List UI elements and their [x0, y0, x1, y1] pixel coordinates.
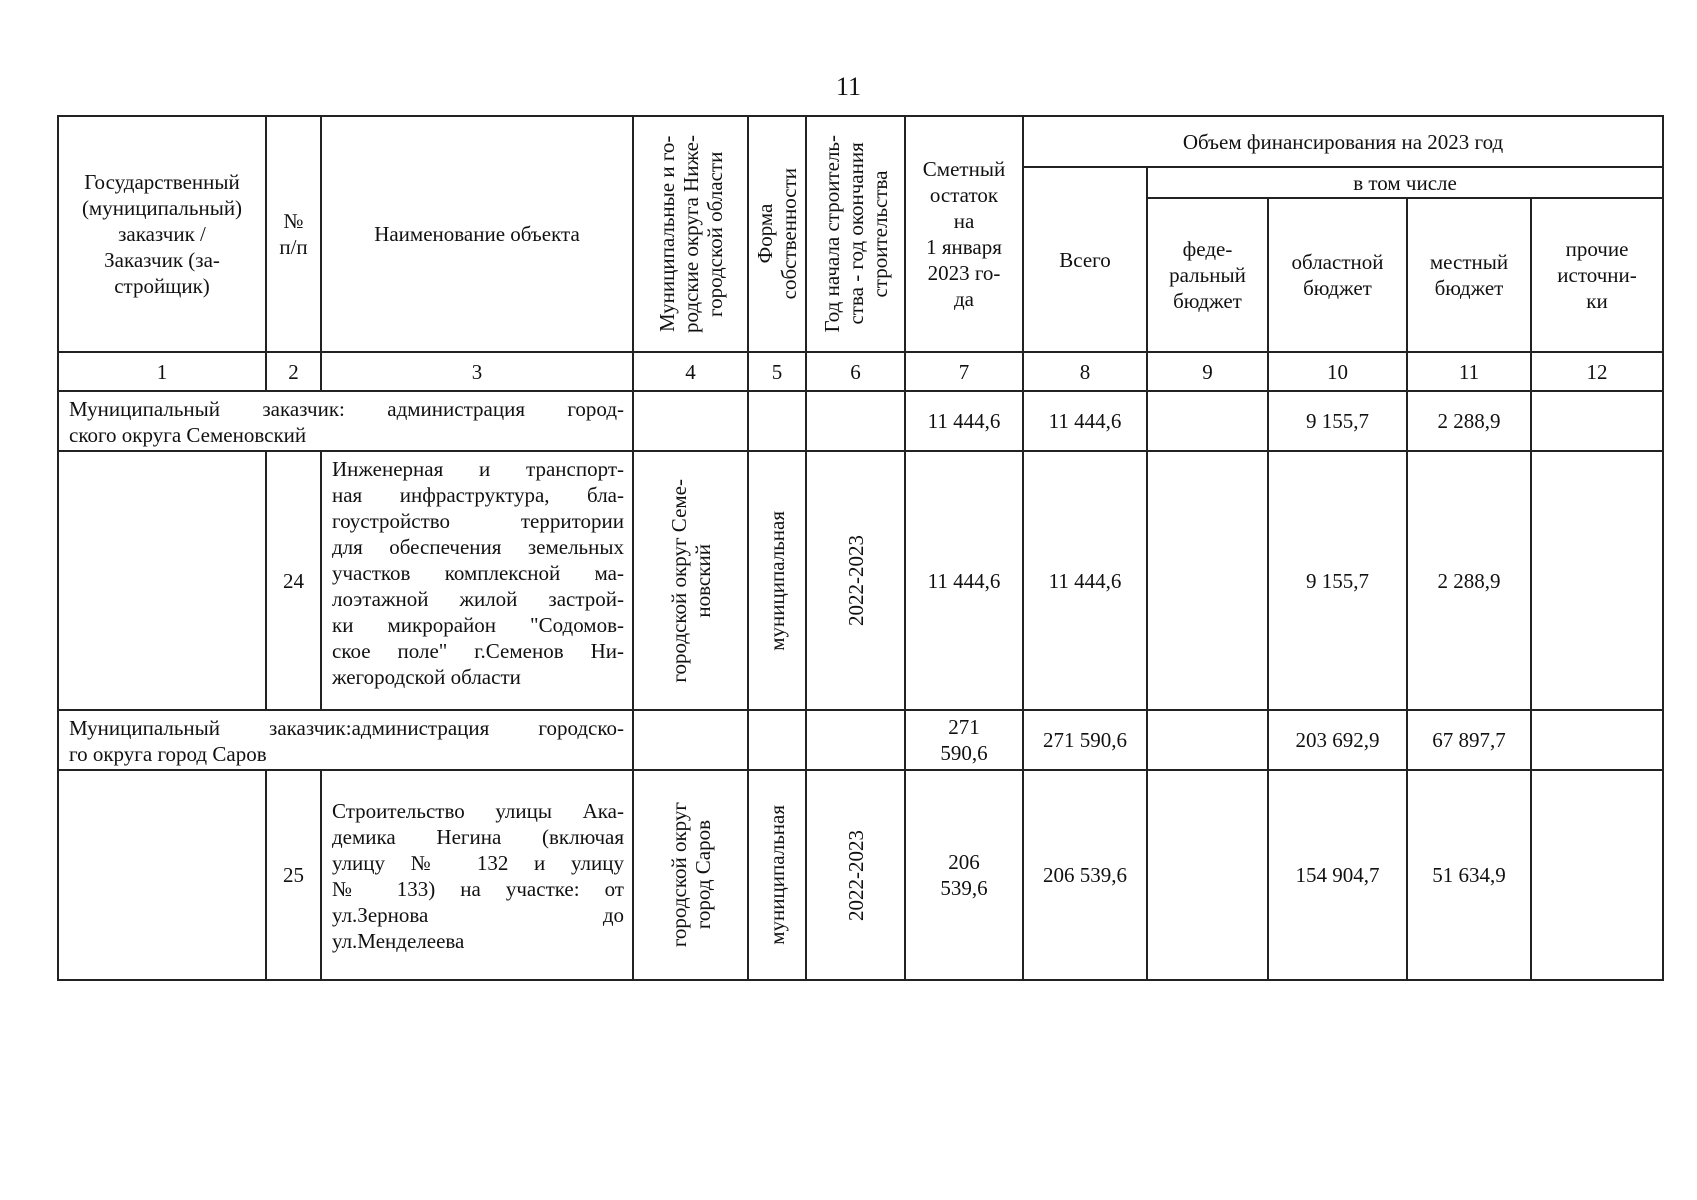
cell-other — [1531, 710, 1663, 770]
cell-regional: 9 155,7 — [1268, 451, 1407, 710]
object-name: Строительство улицы Ака- демика Негина (включая улицу № 132 и улицу № 133) на участке: от ул.Зернова до ул.Менделеева — [321, 770, 633, 980]
cell-years — [806, 391, 905, 451]
cell-ownership — [748, 391, 806, 451]
header-estimate: Сметный остаток на 1 января 2023 го- да — [905, 116, 1023, 352]
col-number: 10 — [1268, 352, 1407, 391]
header-other: прочие источни- ки — [1531, 198, 1663, 352]
cell-estimate: 11 444,6 — [905, 451, 1023, 710]
page-number: 11 — [835, 72, 862, 101]
col-number: 6 — [806, 352, 905, 391]
header-including: в том числе — [1147, 167, 1663, 198]
cell-regional: 9 155,7 — [1268, 391, 1407, 451]
cell-years: 2022-2023 — [806, 770, 905, 980]
cell-regional: 154 904,7 — [1268, 770, 1407, 980]
cell-years: 2022-2023 — [806, 451, 905, 710]
header-total: Всего — [1023, 167, 1147, 352]
cell-municipal — [633, 391, 748, 451]
header-regional: областной бюджет — [1268, 198, 1407, 352]
customer-name: Муниципальный заказчик:администрация городско- го округа город Саров — [58, 710, 633, 770]
col-number: 2 — [266, 352, 321, 391]
header-ownership: Форма собственности — [748, 116, 806, 352]
table-row — [58, 710, 1663, 770]
col-number: 9 — [1147, 352, 1268, 391]
cell-total: 11 444,6 — [1023, 391, 1147, 451]
header-federal: феде- ральный бюджет — [1147, 198, 1268, 352]
col-number: 12 — [1531, 352, 1663, 391]
header-funding-group: Объем финансирования на 2023 год — [1023, 116, 1663, 167]
cell-federal — [1147, 710, 1268, 770]
table-row — [58, 770, 1663, 980]
col-number: 7 — [905, 352, 1023, 391]
header-number: № п/п — [266, 116, 321, 352]
header-years: Год начала строитель- ства - год окончания строительства — [806, 116, 905, 352]
financing-table — [57, 115, 1664, 981]
col-number: 4 — [633, 352, 748, 391]
cell-local: 51 634,9 — [1407, 770, 1531, 980]
col-number: 11 — [1407, 352, 1531, 391]
header-municipal: Муниципальные и го- родские округа Ниже- городской области — [633, 116, 748, 352]
column-numbers-row — [58, 352, 1663, 391]
cell-local: 2 288,9 — [1407, 391, 1531, 451]
cell-customer — [58, 770, 266, 980]
table-row — [58, 391, 1663, 451]
col-number: 1 — [58, 352, 266, 391]
cell-number: 24 — [266, 451, 321, 710]
cell-number: 25 — [266, 770, 321, 980]
cell-federal — [1147, 770, 1268, 980]
col-number: 3 — [321, 352, 633, 391]
cell-other — [1531, 391, 1663, 451]
cell-local: 2 288,9 — [1407, 451, 1531, 710]
cell-municipal: городской округ Семе- новский — [633, 451, 748, 710]
cell-total: 271 590,6 — [1023, 710, 1147, 770]
cell-federal — [1147, 391, 1268, 451]
cell-municipal: городской округ город Саров — [633, 770, 748, 980]
customer-name: Муниципальный заказчик: администрация город- ского округа Семеновский — [58, 391, 633, 451]
col-number: 5 — [748, 352, 806, 391]
cell-customer — [58, 451, 266, 710]
cell-ownership — [748, 710, 806, 770]
cell-years — [806, 710, 905, 770]
cell-estimate: 11 444,6 — [905, 391, 1023, 451]
cell-other — [1531, 451, 1663, 710]
table-row — [58, 451, 1663, 710]
cell-total: 206 539,6 — [1023, 770, 1147, 980]
cell-regional: 203 692,9 — [1268, 710, 1407, 770]
cell-municipal — [633, 710, 748, 770]
cell-estimate: 271 590,6 — [905, 710, 1023, 770]
cell-ownership: муниципальная — [748, 451, 806, 710]
cell-ownership: муниципальная — [748, 770, 806, 980]
header-local: местный бюджет — [1407, 198, 1531, 352]
cell-local: 67 897,7 — [1407, 710, 1531, 770]
header-object-name: Наименование объекта — [321, 116, 633, 352]
cell-other — [1531, 770, 1663, 980]
header-customer: Государственный (муниципальный) заказчик / Заказчик (за- стройщик) — [58, 116, 266, 352]
cell-federal — [1147, 451, 1268, 710]
object-name: Инженерная и транспорт- ная инфраструктура, бла- гоустройство территории для обеспечения земельных участков комплексной ма- лоэтажной жилой застрой- ки микрорайон "Содомов- ское поле" г.Семенов Ни- жегородской области — [321, 451, 633, 710]
col-number: 8 — [1023, 352, 1147, 391]
cell-total: 11 444,6 — [1023, 451, 1147, 710]
cell-estimate: 206 539,6 — [905, 770, 1023, 980]
